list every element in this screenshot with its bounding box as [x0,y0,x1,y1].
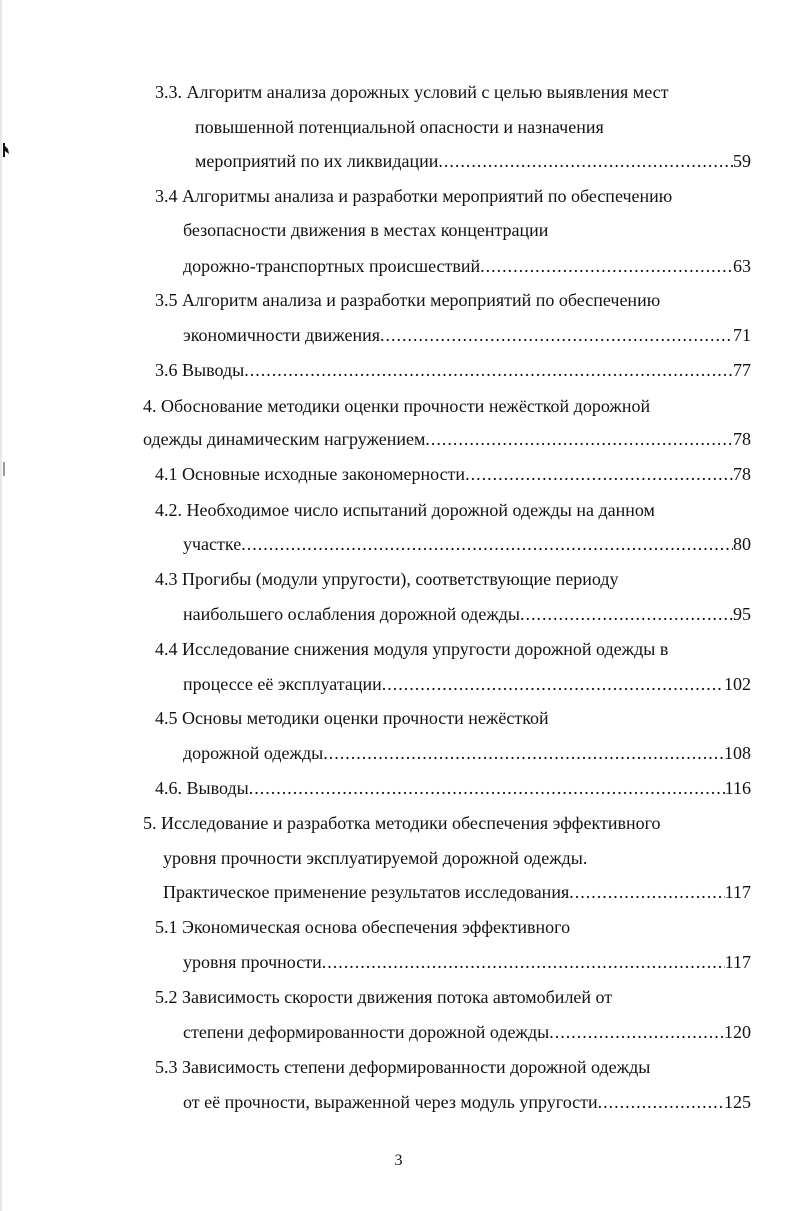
dot-leader [438,150,733,172]
dot-leader [323,742,724,764]
toc-entry-4-5-page: 108 [724,743,751,763]
toc-entry-4-3-line-2 [183,603,751,625]
toc-entry-4-3-text: наибольшего ослабления дорожной одежды [183,604,521,624]
toc-entry-5-line-3 [163,881,751,903]
dot-leader [249,777,725,799]
toc-entry-3-3-page: 59 [733,151,751,171]
dot-leader [244,359,733,381]
toc-entry-4-1-text: 4.1 Основные исходные закономерности [155,464,466,484]
toc-entry-3-4-page: 63 [733,256,751,276]
toc-entry-3-3-line-1: 3.3. Алгоритм анализа дорожных условий с целью выявления мест [155,82,669,102]
toc-entry-5-2-page: 120 [724,1022,751,1042]
toc-entry-4-2-line-2 [183,533,751,555]
toc-entry-3-3-text: мероприятий по их ликвидации [195,151,439,171]
dot-leader [425,428,733,450]
toc-entry-5-line-1: 5. Исследование и разработка методики обеспечения эффективного [143,813,661,833]
toc-entry-5-page: 117 [724,882,751,902]
toc-entry-3-5-line-1: 3.5 Алгоритм анализа и разработки мероприятий по обеспечению [155,290,661,310]
toc-entry-5-2-line-2 [183,1021,751,1043]
toc-entry-3-3-line-2: повышенной потенциальной опасности и назначения [195,117,604,137]
toc-entry-4-4-text: процессе её эксплуатации [183,674,382,694]
toc-entry-5-1-line-2 [183,951,751,973]
toc-entry-4-2-text: участке [183,534,242,554]
scan-speck [3,462,5,476]
toc-entry-5-2-text: степени деформированности дорожной одежды [183,1022,550,1042]
scan-mark-icon [2,142,10,158]
toc-entry-3-6 [155,359,751,381]
dot-leader [598,1091,724,1113]
toc-entry-4-6-page: 116 [724,778,751,798]
scan-edge [0,0,2,1211]
page-number: 3 [394,1152,403,1169]
toc-entry-3-5-page: 71 [733,325,751,345]
dot-leader [465,463,733,485]
toc-entry-5-3-line-1: 5.3 Зависимость степени деформированности дорожной одежды [155,1057,651,1077]
toc-entry-4-4-page: 102 [724,674,751,694]
toc-entry-4-2-line-1: 4.2. Необходимое число испытаний дорожной одежды на данном [155,500,655,520]
toc-entry-3-5-text: экономичности движения [183,325,381,345]
toc-entry-4-line-2 [143,428,751,450]
toc-entry-4-1 [155,463,751,485]
toc-entry-3-6-page: 77 [733,360,751,380]
toc-entry-3-4-text: дорожно-транспортных происшествий [183,256,481,276]
toc-entry-4-6 [155,777,751,799]
toc-entry-5-line-2: уровня прочности эксплуатируемой дорожной одежды. [163,848,588,868]
toc-entry-5-text: Практическое применение результатов исследования [163,882,570,902]
toc-entry-5-1-page: 117 [724,952,751,972]
toc-entry-4-1-page: 78 [733,464,751,484]
dot-leader [241,533,733,555]
toc-entry-4-3-page: 95 [733,604,751,624]
toc-entry-4-6-text: 4.6. Выводы [155,778,249,798]
dot-leader [380,324,733,346]
toc-entry-3-3-line-3 [195,150,751,172]
dot-leader [569,881,724,903]
toc-entry-3-4-line-3 [183,255,751,277]
toc-entry-4-3-line-1: 4.3 Прогибы (модули упругости), соответствующие периоду [155,569,619,589]
dot-leader [480,255,733,277]
dot-leader [322,951,725,973]
toc-entry-4-4-line-1: 4.4 Исследование снижения модуля упругости дорожной одежды в [155,639,669,659]
toc-entry-5-3-text: от её прочности, выраженной через модуль упругости [183,1092,598,1112]
toc-entry-5-3-page: 125 [724,1092,751,1112]
dot-leader [520,603,733,625]
toc-entry-3-5-line-2 [183,324,751,346]
toc-entry-5-1-line-1: 5.1 Экономическая основа обеспечения эффективного [155,917,571,937]
toc-entry-4-page: 78 [733,429,751,449]
dot-leader [549,1021,724,1043]
toc-entry-4-5-line-2 [183,742,751,764]
toc-entry-4-line-1: 4. Обоснование методики оценки прочности нежёсткой дорожной [143,396,651,416]
toc-entry-4-5-text: дорожной одежды [183,743,324,763]
toc-entry-4-4-line-2 [183,673,751,695]
toc-entry-5-1-text: уровня прочности [183,952,322,972]
toc-entry-5-2-line-1: 5.2 Зависимость скорости движения потока автомобилей от [155,987,613,1007]
toc-entry-3-6-text: 3.6 Выводы [155,360,245,380]
toc-entry-5-3-line-2 [183,1091,751,1113]
toc-entry-4-5-line-1: 4.5 Основы методики оценки прочности нежёсткой [155,708,549,728]
dot-leader [382,673,724,695]
toc-entry-3-4-line-2: безопасности движения в местах концентрации [183,220,549,240]
toc-entry-4-2-page: 80 [733,534,751,554]
toc-entry-4-text: одежды динамическим нагружением [143,429,426,449]
toc-entry-3-4-line-1: 3.4 Алгоритмы анализа и разработки мероприятий по обеспечению [155,186,673,206]
